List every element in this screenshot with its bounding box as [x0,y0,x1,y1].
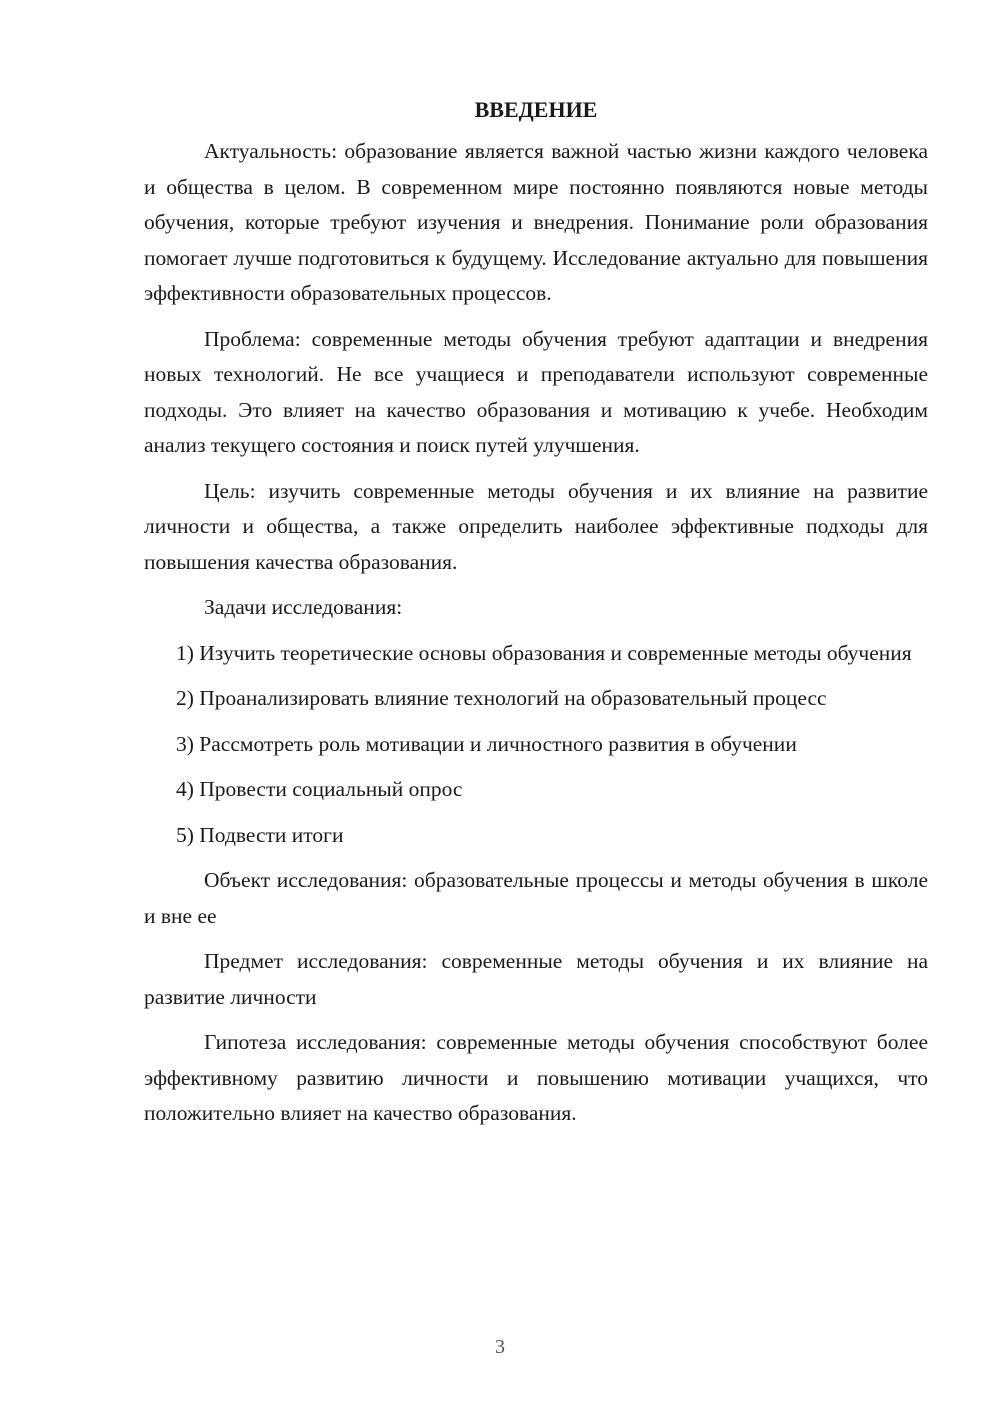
paragraph-problem: Проблема: современные методы обучения требуют адаптации и внедрения новых технологий. Не все учащиеся и преподаватели используют современные подходы. Это влияет на качество образования и мотивацию к учебе. Необходим анализ текущего состояния и поиск путей улучшения. [144,326,928,457]
paragraph-hypothesis: Гипотеза исследования: современные методы обучения способствуют более эффективному развитию личности и повышению мотивации учащихся, что положительно влияет на качество образования. [144,1030,928,1125]
paragraph-object: Объект исследования: образовательные процессы и методы обучения в школе и вне ее [144,868,928,928]
task-item-3: 3) Рассмотреть роль мотивации и личностного развития в обучении [176,731,797,756]
paragraph-goal: Цель: изучить современные методы обучения и их влияние на развитие личности и общества, а также определить наиболее эффективные подходы для повышения качества образования. [144,478,928,574]
paragraph-relevance: Актуальность: образование является важной частью жизни каждого человека и общества в целом. В современном мире постоянно появляются новые методы обучения, которые требуют изучения и внедрения. Понимание роли образования помогает лучше подготовиться к будущему. Исследование актуально для повышения эффективности образовательных процессов. [144,139,928,305]
paragraph-tasks-heading: Задачи исследования: [204,595,403,619]
document-page [144,92,928,1142]
section-title: ВВЕДЕНИЕ [474,97,598,122]
paragraph-subject: Предмет исследования: современные методы обучения и их влияние на развитие личности [144,949,928,1009]
page-number: 3 [495,1336,505,1358]
task-item-1: 1) Изучить теоретические основы образования и современные методы обучения [176,640,912,665]
task-item-5: 5) Подвести итоги [176,822,344,847]
task-item-2: 2) Проанализировать влияние технологий на образовательный процесс [176,686,827,710]
task-item-4: 4) Провести социальный опрос [176,777,463,801]
